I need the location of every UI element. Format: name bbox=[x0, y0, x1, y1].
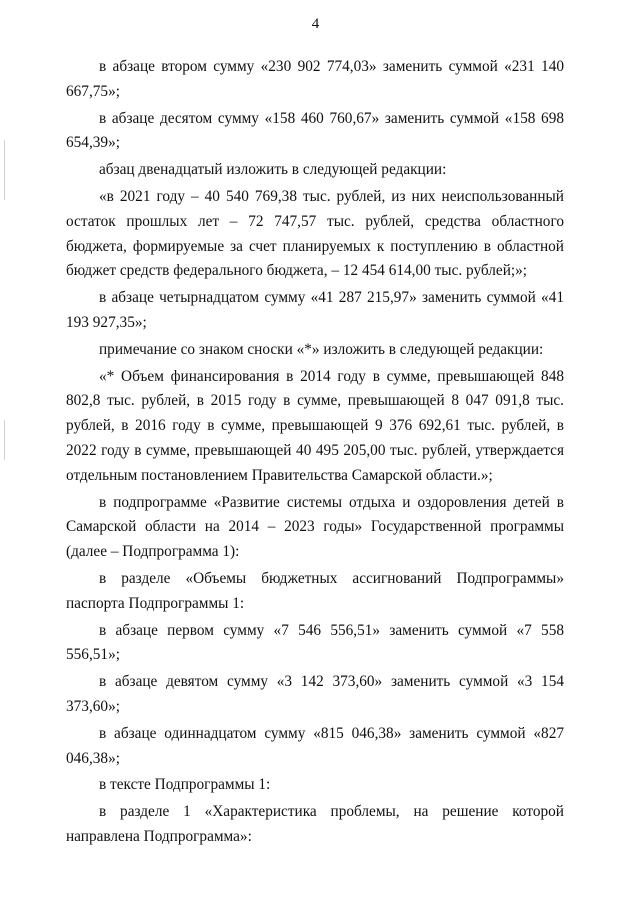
scan-artifact bbox=[4, 420, 5, 460]
paragraph: в абзаце первом сумму «7 546 556,51» заменить суммой «7 558 556,51»; bbox=[66, 621, 564, 664]
page-number: 4 bbox=[311, 16, 320, 32]
paragraph: в разделе 1 «Характеристика проблемы, на решение которой направлена Подпрограмма»: bbox=[66, 803, 564, 845]
paragraph: в разделе «Объемы бюджетных ассигнований Подпрограммы» паспорта Подпрограммы 1: bbox=[66, 569, 564, 612]
paragraph: примечание со знаком сноски «*» изложить в следующей редакции: bbox=[99, 340, 544, 358]
paragraph: «* Объем финансирования в 2014 году в сумме, превышающей 848 802,8 тыс. рублей, в 2015 году в сумме, превышающей 8 047 091,8 тыс. рублей, в 2016 году в сумме, превышающей 9 376 692,61 тыс. рублей, в 2022 году в сумме, превышающей 40 495 205,00 тыс. рублей, утверждается отдельным постановлением Правительства Самарской области.»; bbox=[66, 367, 564, 484]
paragraph: в подпрограмме «Развитие системы отдыха и оздоровления детей в Самарской области на 2014 – 2023 годы» Государственной программы (далее – Подпрограмма 1): bbox=[66, 493, 564, 561]
paragraph: в тексте Подпрограммы 1: bbox=[99, 776, 271, 794]
scan-artifact bbox=[4, 140, 5, 200]
paragraph: в абзаце десятом сумму «158 460 760,67» заменить суммой «158 698 654,39»; bbox=[66, 109, 564, 152]
paragraph: в абзаце одиннадцатом сумму «815 046,38» заменить суммой «827 046,38»; bbox=[66, 724, 564, 767]
paragraph: в абзаце девятом сумму «3 142 373,60» заменить суммой «3 154 373,60»; bbox=[66, 673, 564, 715]
paragraph: «в 2021 году – 40 540 769,38 тыс. рублей, из них неиспользованный остаток прошлых лет – 72 747,57 тыс. рублей, средства областного бюджета, формируемые за счет планируемых к поступлению в областной бюджет средств федерального бюджета, – 12 454 614,00 тыс. рублей;»; bbox=[66, 187, 564, 280]
paragraph: в абзаце четырнадцатом сумму «41 287 215,97» заменить суммой «41 193 927,35»; bbox=[66, 289, 564, 331]
paragraph: в абзаце втором сумму «230 902 774,03» заменить суммой «231 140 667,75»; bbox=[66, 58, 564, 100]
document-body bbox=[66, 55, 564, 850]
paragraph: абзац двенадцатый изложить в следующей редакции: bbox=[99, 161, 447, 179]
